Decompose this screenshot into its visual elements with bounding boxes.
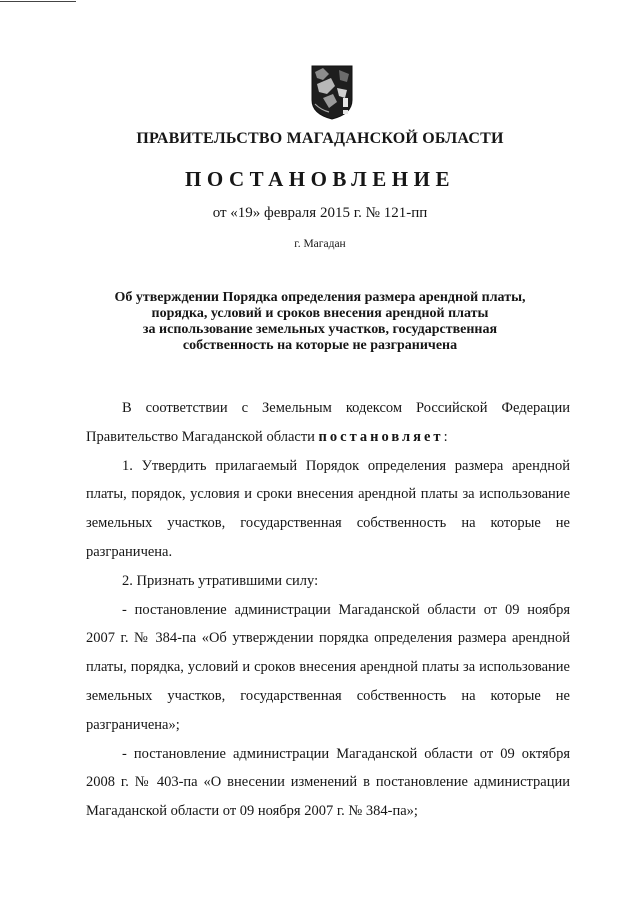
item-1-paragraph: 1. Утвердить прилагаемый Порядок определения размера арендной платы, порядок, условия и сроки внесения арендной платы за использование земельных участков, государственная собственность на которые не разграничена. — [86, 457, 570, 560]
subject-line: собственность на которые не разграничена — [182, 338, 458, 353]
document-type-title: ПОСТАНОВЛЕНИЕ — [185, 167, 455, 191]
government-title: ПРАВИТЕЛЬСТВО МАГАДАНСКОЙ ОБЛАСТИ — [136, 130, 504, 147]
item-2b-paragraph: - постановление администрации Магаданской области от 09 октября 2008 г. № 403-па «О внесении изменений в постановление администрации Магаданской области от 09 ноября 2007 г. № 384-па»; — [86, 745, 570, 820]
scan-corner-line — [0, 1, 76, 2]
item-2-paragraph: 2. Признать утратившими силу: — [122, 572, 319, 589]
document-body — [86, 394, 570, 826]
decree-word: постановляет — [318, 428, 444, 445]
intro-text: В соответствии с Земельным кодексом Российской Федерации Правительство Магаданской области — [86, 400, 570, 445]
document-city: г. Магадан — [294, 238, 346, 250]
subject-line: порядка, условий и сроков внесения арендной платы — [151, 306, 489, 321]
document-subject — [90, 290, 550, 354]
intro-paragraph — [86, 394, 570, 452]
item-2a-paragraph: - постановление администрации Магаданской области от 09 ноября 2007 г. № 384-па «Об утверждении порядка определения размера арендной платы, порядка, условий и сроков внесения арендной платы за использование земельных участков, государственная собственность на которые не разграничена»; — [86, 601, 570, 733]
subject-line: Об утверждении Порядка определения размера арендной платы, — [114, 290, 526, 305]
coat-of-arms-icon — [309, 64, 355, 120]
decree-colon: : — [443, 428, 448, 445]
subject-line: за использование земельных участков, государственная — [142, 322, 498, 337]
document-date-number: от «19» февраля 2015 г. № 121-пп — [212, 205, 428, 221]
